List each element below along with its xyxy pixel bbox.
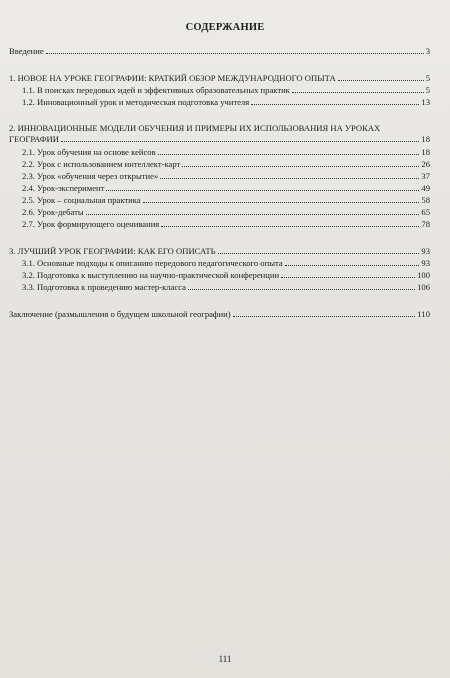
toc-entry-text: 2.2. Урок с использованием интеллект-карт	[22, 159, 181, 169]
toc-page-number: 93	[421, 246, 430, 256]
toc-entry-conclusion	[9, 309, 430, 320]
toc-entry-chapter-3	[9, 246, 430, 257]
toc-page-number: 49	[421, 183, 430, 193]
toc-page-number: 65	[421, 207, 430, 217]
toc-page-number: 78	[421, 219, 430, 229]
toc-leader	[46, 53, 424, 54]
toc-entry-text: 2.1. Урок обучения на основе кейсов	[22, 147, 156, 157]
toc-leader	[281, 277, 415, 278]
toc-entry-chapter-1	[9, 73, 430, 84]
toc-entry-text: Заключение (размышления о будущем школьной географии)	[9, 309, 231, 319]
toc-entry-3-2	[22, 270, 430, 281]
page-title: СОДЕРЖАНИЕ	[185, 22, 265, 33]
toc-leader	[188, 289, 415, 290]
toc-entry-2-2	[22, 159, 430, 170]
toc-leader	[285, 265, 420, 266]
toc-leader	[61, 141, 419, 142]
toc-leader	[158, 154, 420, 155]
toc-page-number: 3	[425, 46, 430, 56]
toc-entry-2-4	[22, 183, 430, 194]
toc-page-number: 18	[421, 147, 430, 157]
toc-entry-3-3	[22, 282, 430, 293]
toc-entry-2-3	[22, 171, 430, 182]
toc-entry-2-6	[22, 207, 430, 218]
toc-page-number: 13	[421, 97, 430, 107]
toc-leader	[251, 104, 419, 105]
toc-leader	[161, 226, 419, 227]
toc-page-number: 110	[417, 309, 430, 319]
toc-entry-text: 3.1. Основные подходы к описанию передового педагогического опыта	[22, 258, 283, 268]
toc-page-number: 5	[425, 85, 430, 95]
toc-page-number: 18	[421, 134, 430, 144]
toc-entry-1-2	[22, 97, 430, 108]
toc-entry-3-1	[22, 258, 430, 269]
toc-leader	[182, 166, 419, 167]
toc-entry-text-continued: ГЕОГРАФИИ	[9, 134, 59, 144]
toc-page-number: 100	[417, 270, 430, 280]
toc-page-number: 26	[421, 159, 430, 169]
toc-entry-text: 2.3. Урок «обучения через открытие»	[22, 171, 159, 181]
toc-entry-2-7	[22, 219, 430, 230]
toc-entry-text: 3.3. Подготовка к проведению мастер-класса	[22, 282, 186, 292]
toc-entry-intro	[9, 46, 430, 57]
toc-page-number: 37	[421, 171, 430, 181]
toc-entry-text: 2.4. Урок-эксперимент	[22, 183, 105, 193]
toc-leader	[292, 92, 424, 93]
toc-entry-text: 2.7. Урок формирующего оценивания	[22, 219, 160, 229]
toc-entry-text: 2. ИННОВАЦИОННЫЕ МОДЕЛИ ОБУЧЕНИЯ И ПРИМЕРЫ ИХ ИСПОЛЬЗОВАНИЯ НА УРОКАХ	[9, 123, 381, 133]
toc-entry-1-1	[22, 85, 430, 96]
toc-page-number: 58	[421, 195, 430, 205]
page-number: 111	[218, 654, 232, 664]
toc-leader	[160, 178, 419, 179]
toc-entry-text: 1.1. В поисках передовых идей и эффективных образовательных практик	[22, 85, 290, 95]
toc-leader	[218, 253, 420, 254]
toc-entry-text: 3. ЛУЧШИЙ УРОК ГЕОГРАФИИ: КАК ЕГО ОПИСАТЬ	[9, 246, 216, 256]
toc-entry-text: 2.6. Урок-дебаты	[22, 207, 84, 217]
toc-entry-text: 2.5. Урок – социальная практика	[22, 195, 141, 205]
toc-entry-2-1	[22, 147, 430, 158]
toc-entry-text: Введение	[9, 46, 44, 56]
toc-entry-text: 3.2. Подготовка к выступлению на научно-практической конференции	[22, 270, 280, 280]
toc-leader	[233, 316, 416, 317]
toc-entry-chapter-2	[9, 123, 430, 145]
toc-leader	[338, 80, 424, 81]
toc-page-number: 93	[421, 258, 430, 268]
toc-page-number: 106	[417, 282, 430, 292]
toc-entry-text: 1. НОВОЕ НА УРОКЕ ГЕОГРАФИИ: КРАТКИЙ ОБЗОР МЕЖДУНАРОДНОГО ОПЫТА	[9, 73, 336, 83]
toc-leader	[86, 214, 420, 215]
toc-leader	[143, 202, 420, 203]
toc-page-number: 5	[425, 73, 430, 83]
toc-leader	[106, 190, 419, 191]
toc-entry-2-5	[22, 195, 430, 206]
toc-entry-text: 1.2. Инновационный урок и методическая подготовка учителя	[22, 97, 250, 107]
